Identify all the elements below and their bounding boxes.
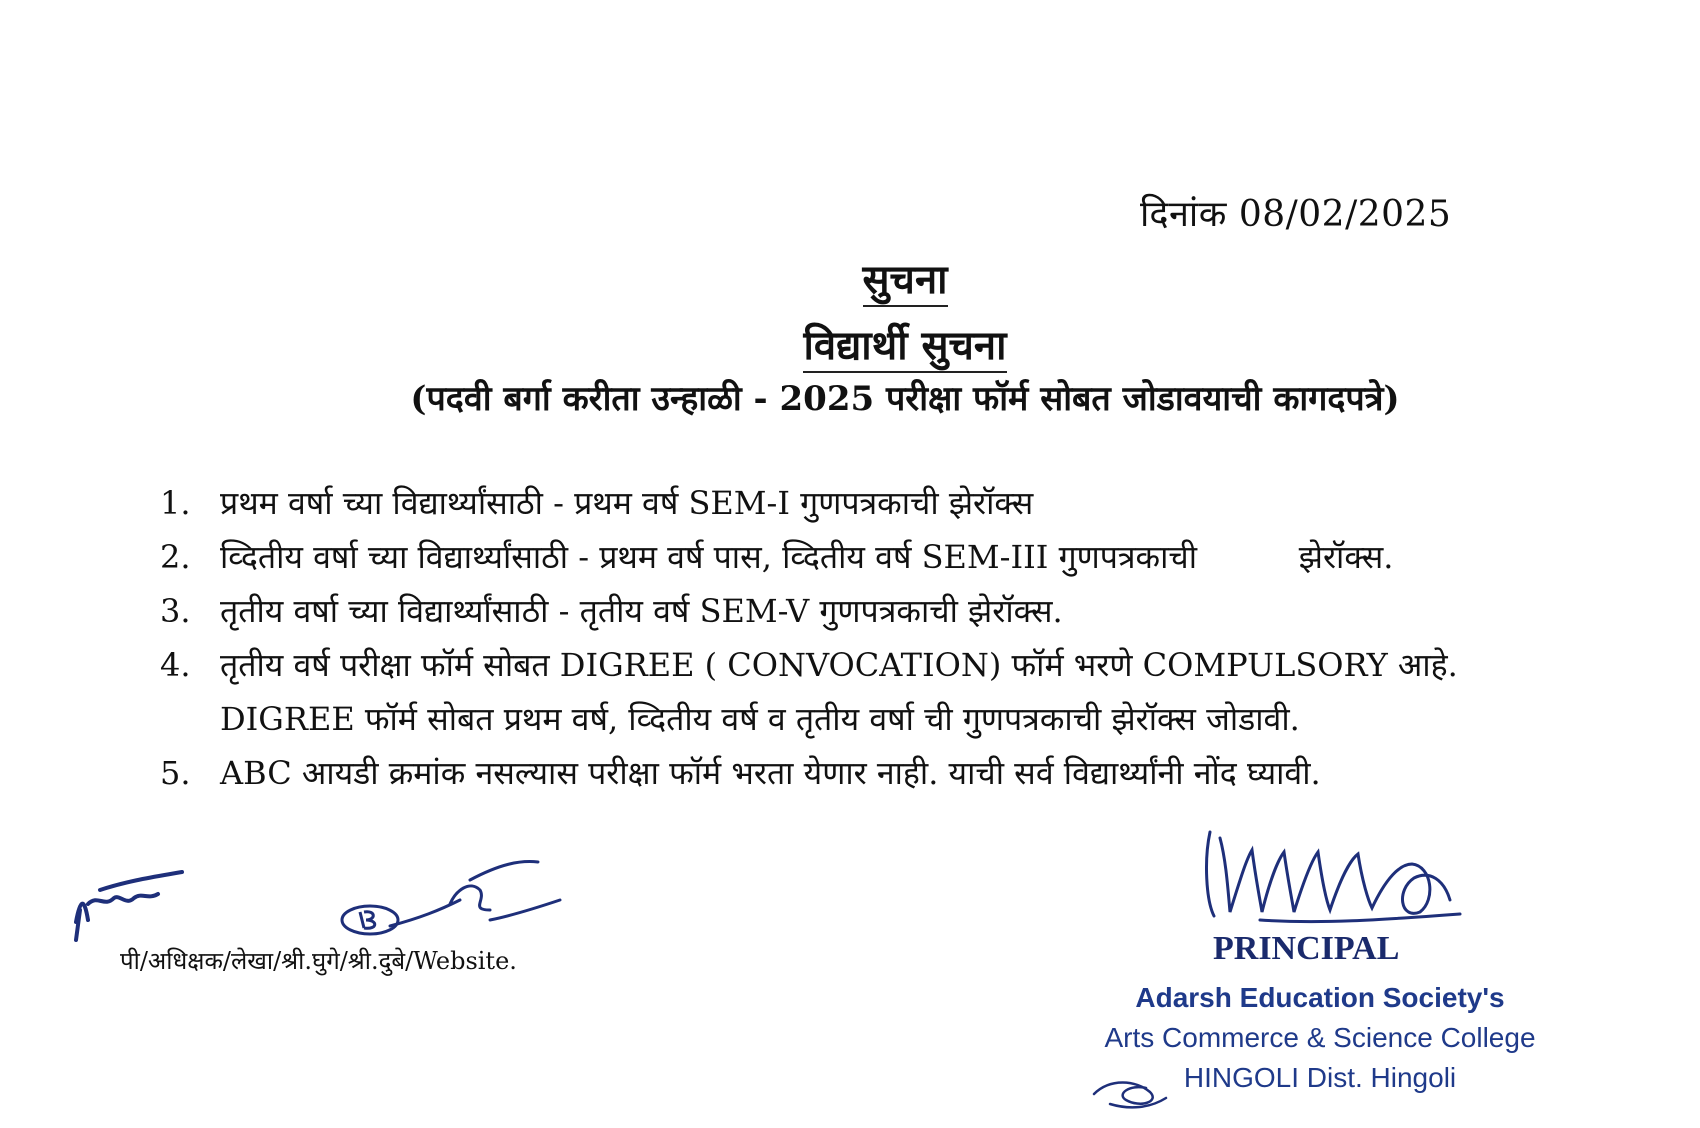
notice-subheading: (पदवी बर्गा करीता उन्हाळी - 2025 परीक्षा फॉर्म सोबत जोडावयाची कागदपत्रे) xyxy=(410,379,1400,419)
list-item-number: 2. xyxy=(160,538,191,576)
stamp-location: HINGOLI Dist. Hingoli xyxy=(1183,1062,1457,1093)
notice-title-text: सुचना xyxy=(863,256,948,307)
stamp-society-name: Adarsh Education Society's xyxy=(1135,982,1505,1013)
list-item xyxy=(160,638,1660,746)
list-item-text: ABC आयडी क्रमांक नसल्यास परीक्षा फॉर्म भरता येणार नाही. याची सर्व विद्यार्थ्यांनी नोंद घ्यावी. xyxy=(220,754,1321,792)
instruction-list xyxy=(160,476,1660,800)
list-item-number: 4. xyxy=(160,646,191,684)
stamp-college-name: Arts Commerce & Science College xyxy=(1104,1022,1536,1053)
notice-title xyxy=(0,250,1700,305)
notice-date: दिनांक 08/02/2025 xyxy=(1140,194,1452,235)
list-item-continuation: DIGREE फॉर्म सोबत प्रथम वर्ष, व्दितीय वर्ष व तृतीय वर्षा ची गुणपत्रकाची झेरॉक्स जोडावी. xyxy=(220,700,1300,738)
list-item-text: तृतीय वर्षा च्या विद्यार्थ्यांसाठी - तृतीय वर्ष SEM-V गुणपत्रकाची झेरॉक्स. xyxy=(220,592,1063,630)
stamp-initials xyxy=(1090,1074,1170,1114)
initials-signature-left xyxy=(70,860,190,950)
list-item-text: तृतीय वर्ष परीक्षा फॉर्म सोबत DIGREE ( CONVOCATION) फॉर्म भरणे COMPULSORY आहे. xyxy=(220,646,1458,684)
list-item-number: 1. xyxy=(160,484,191,522)
list-item xyxy=(160,530,1660,584)
list-item-text: व्दितीय वर्षा च्या विद्यार्थ्यांसाठी - प्रथम वर्ष पास, व्दितीय वर्ष SEM-III गुणपत्रकाची झेरॉक्स. xyxy=(220,538,1394,576)
notice-subtitle xyxy=(0,316,1700,371)
initials-signature-middle xyxy=(330,860,570,950)
list-item-number: 3. xyxy=(160,592,191,630)
list-item xyxy=(160,584,1660,638)
list-item-text: प्रथम वर्षा च्या विद्यार्थ्यांसाठी - प्रथम वर्ष SEM-I गुणपत्रकाची झेरॉक्स xyxy=(220,484,1034,522)
list-item-number: 5. xyxy=(160,754,191,792)
copy-to-line: पी/अधिक्षक/लेखा/श्री.घुगे/श्री.दुबे/Website. xyxy=(120,947,517,975)
list-item-text-wrapper xyxy=(220,638,1660,746)
principal-signature xyxy=(1200,820,1480,930)
principal-label: PRINCIPAL xyxy=(1213,930,1400,967)
list-item xyxy=(160,746,1660,800)
list-item xyxy=(160,476,1660,530)
notice-subtitle-text: विद्यार्थी सुचना xyxy=(803,322,1006,373)
